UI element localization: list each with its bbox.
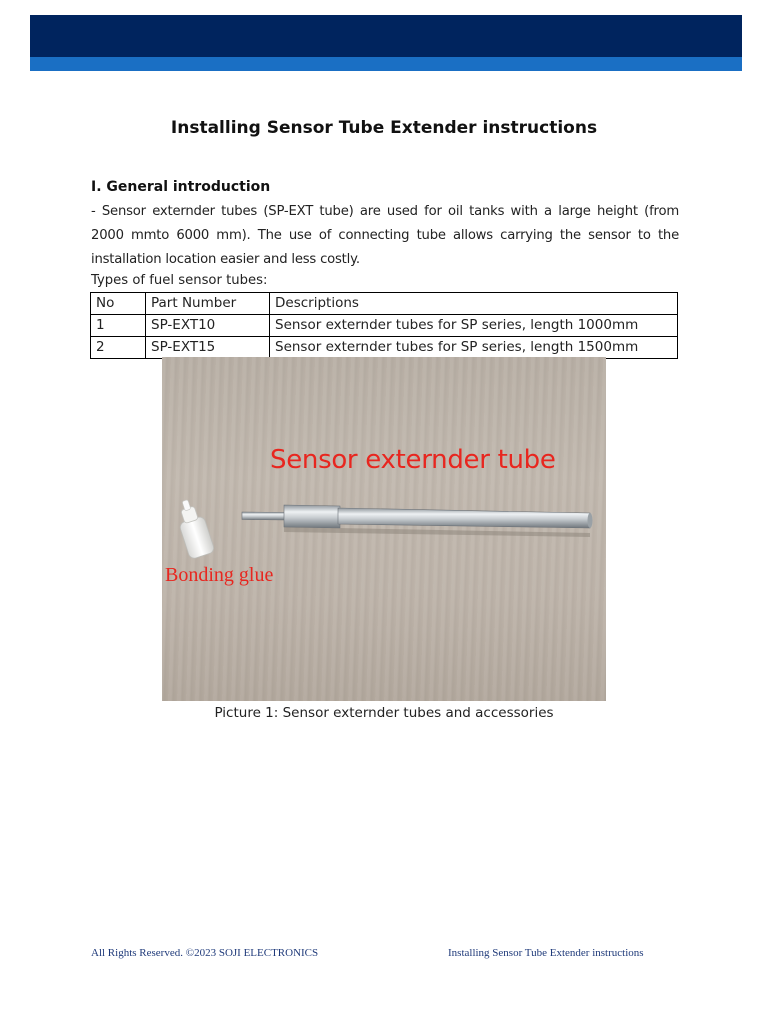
- intro-paragraph: - Sensor externder tubes (SP-EXT tube) are used for oil tanks with a large height (from 2000 mmto 6000 mm). The use of connecting tube allows carrying the sensor to the installation location easier and less costly.: [91, 204, 679, 267]
- table-cell: 2: [91, 337, 146, 359]
- table-cell: Sensor externder tubes for SP series, length 1500mm: [270, 337, 678, 359]
- glue-label: Bonding glue: [165, 564, 274, 586]
- product-photo: [162, 357, 606, 701]
- page-title: Installing Sensor Tube Extender instructions: [170, 118, 598, 138]
- table-cell: 1: [91, 315, 146, 337]
- glue-bottle: [173, 496, 216, 559]
- tube-connector-rod: [242, 512, 286, 520]
- tube-shadow: [284, 527, 590, 537]
- photo-drawing: [162, 357, 606, 701]
- tube-collar: [284, 505, 340, 528]
- parts-table: [90, 292, 678, 359]
- table-header-cell: Descriptions: [270, 293, 678, 315]
- section-heading: I. General introduction: [91, 179, 271, 195]
- table-cell: SP-EXT15: [146, 337, 270, 359]
- header-stripe: [30, 57, 742, 71]
- footer-copyright: All Rights Reserved. ©2023 SOJI ELECTRONICS: [91, 947, 319, 959]
- table-cell: Sensor externder tubes for SP series, length 1000mm: [270, 315, 678, 337]
- table-row: [91, 337, 678, 359]
- tube-label: Sensor externder tube: [270, 445, 556, 475]
- footer-document-title: Installing Sensor Tube Extender instructions: [448, 947, 644, 959]
- table-cell: SP-EXT10: [146, 315, 270, 337]
- header-band: [30, 15, 742, 57]
- table-header-cell: Part Number: [146, 293, 270, 315]
- types-label: Types of fuel sensor tubes:: [91, 273, 268, 288]
- table-header-row: [91, 293, 678, 315]
- table-header-cell: No: [91, 293, 146, 315]
- tube-end: [588, 513, 593, 528]
- tube-body: [338, 508, 590, 528]
- figure-caption: Picture 1: Sensor externder tubes and accessories: [214, 705, 554, 721]
- table-row: [91, 315, 678, 337]
